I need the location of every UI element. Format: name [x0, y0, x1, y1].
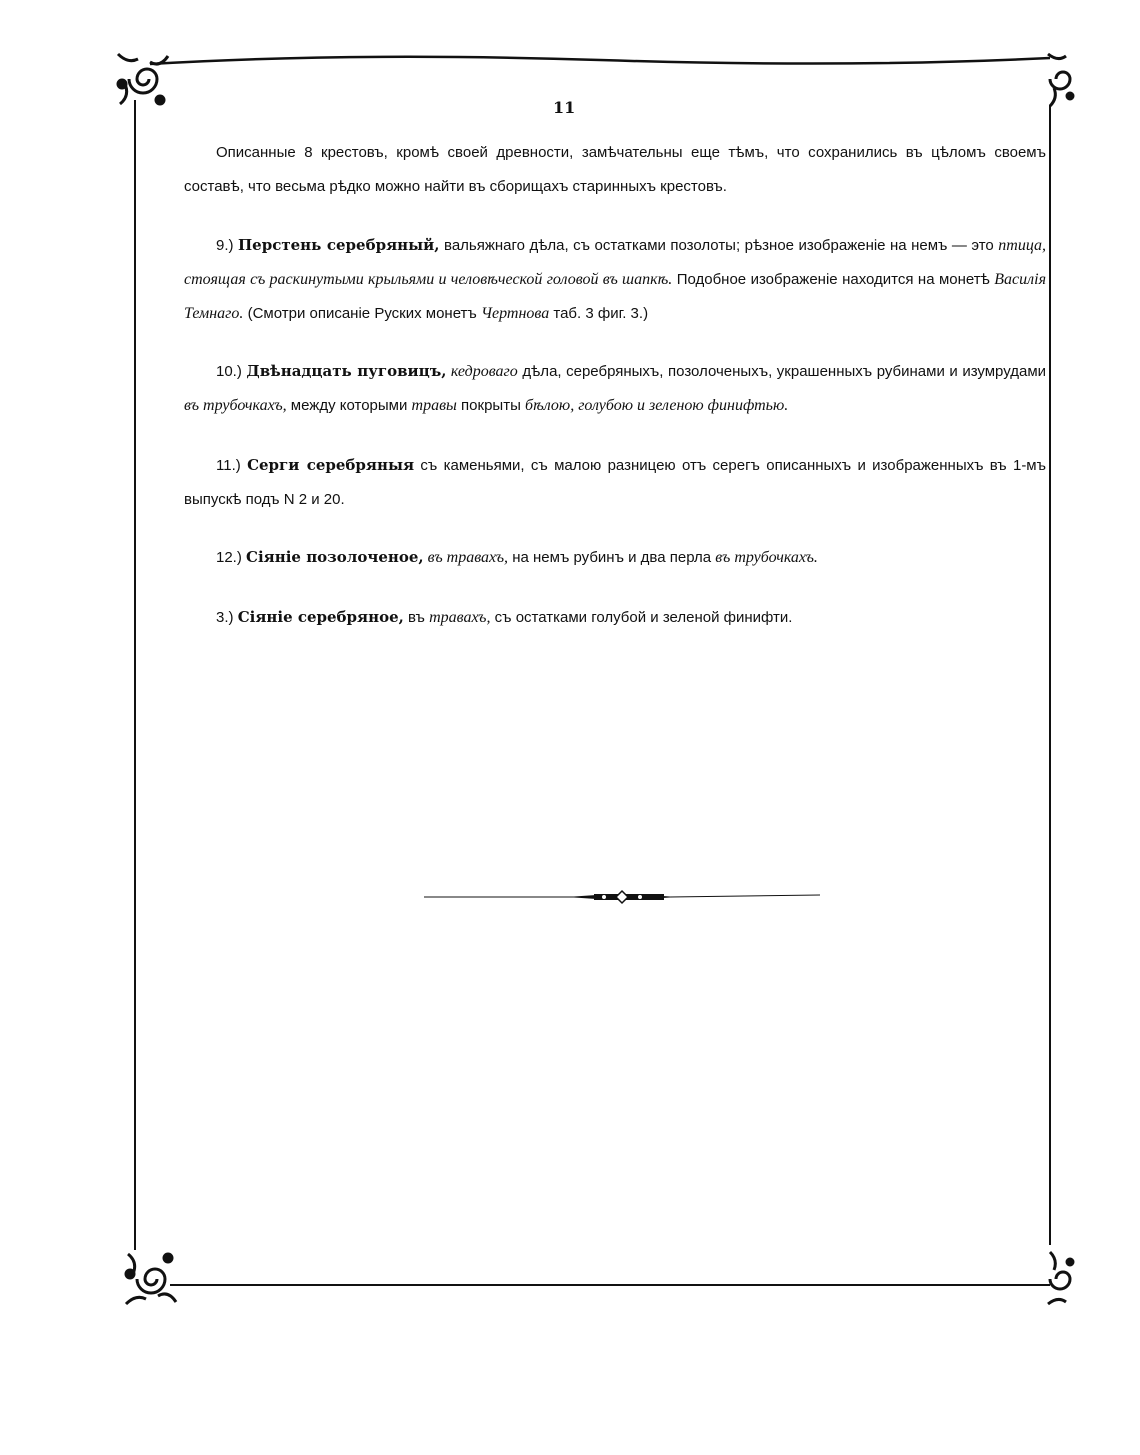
- item-text: дѣла, серебряныхъ, позолоченыхъ, украшенныхъ рубинами и изумрудами: [517, 363, 1047, 380]
- item-12: [184, 540, 1046, 575]
- item-italic: Чертнова: [480, 305, 550, 322]
- item-text: (Смотри описаніе Руских монетъ: [243, 305, 481, 322]
- item-text: между которыми: [286, 397, 412, 414]
- corner-ornament-bottom-left-icon: [116, 1244, 186, 1314]
- item-italic: птица, стоящая съ раскинутыми крыльями и человѣческой головой въ шапкѣ.: [184, 237, 1047, 288]
- item-title: Двѣнадцать пуговицъ,: [246, 362, 447, 380]
- item-number: 3.): [216, 609, 234, 626]
- frame-left-border: [134, 100, 136, 1250]
- corner-ornament-top-left-icon: [108, 44, 178, 114]
- item-text: вальяжнаго дѣла, съ остатками позолоты; рѣзное изображеніе на немъ — это: [439, 237, 999, 254]
- item-title: Серги серебряныя: [247, 456, 415, 474]
- item-italic: травахъ,: [429, 609, 491, 626]
- corner-ornament-top-right-icon: [1040, 44, 1080, 114]
- item-italic: въ трубочкахъ,: [184, 397, 287, 414]
- end-ornament-rule-icon: [424, 886, 820, 908]
- frame-bottom-border: [170, 1284, 1050, 1286]
- item-text: таб. 3 фиг. 3.): [549, 305, 649, 322]
- page-number: 11: [553, 98, 576, 117]
- item-13: [184, 600, 1046, 635]
- paragraph-text: Описанные 8 крестовъ, кромѣ своей древности, замѣчательны еще тѣмъ, что сохранились въ цѣломъ своемъ составѣ, что весьма рѣдко можно найти въ сборищахъ старинныхъ крестовъ.: [184, 144, 1046, 195]
- item-text: съ каменьями, съ малою разницею отъ серегъ описанныхъ и изображенныхъ въ 1-мъ выпускѣ подъ N 2 и 20.: [184, 457, 1046, 508]
- item-italic: кедроваго: [446, 363, 518, 380]
- item-italic: Василія Темнаго.: [184, 271, 1047, 322]
- item-text: въ: [403, 609, 430, 626]
- frame-top-border: [150, 54, 1050, 68]
- item-11: [184, 448, 1046, 517]
- item-text: съ остатками голубой и зеленой финифти.: [490, 609, 793, 626]
- item-title: Сіяніе серебряное,: [237, 608, 404, 626]
- frame-right-border: [1049, 105, 1051, 1245]
- item-italic: травы: [411, 397, 457, 414]
- item-number: 10.): [216, 363, 242, 380]
- item-number: 11.): [216, 457, 241, 474]
- item-text: на немъ рубинъ и два перла: [508, 549, 716, 566]
- item-italic: въ травахъ,: [423, 549, 509, 566]
- item-number: 12.): [216, 549, 242, 566]
- item-title: Сіяніе позолоченое,: [246, 548, 424, 566]
- item-9: [184, 228, 1046, 331]
- item-title: Перстень серебряный,: [238, 236, 440, 254]
- item-text: покрыты: [456, 397, 526, 414]
- item-10: [184, 354, 1046, 423]
- item-italic: бѣлою, голубою и зеленою финифтью.: [525, 397, 789, 414]
- item-italic: въ трубочкахъ.: [715, 549, 818, 566]
- item-text: Подобное изображеніе находится на монетѣ: [672, 271, 995, 288]
- paragraph-intro: [184, 136, 1046, 204]
- corner-ornament-bottom-right-icon: [1040, 1244, 1080, 1314]
- item-number: 9.): [216, 237, 234, 254]
